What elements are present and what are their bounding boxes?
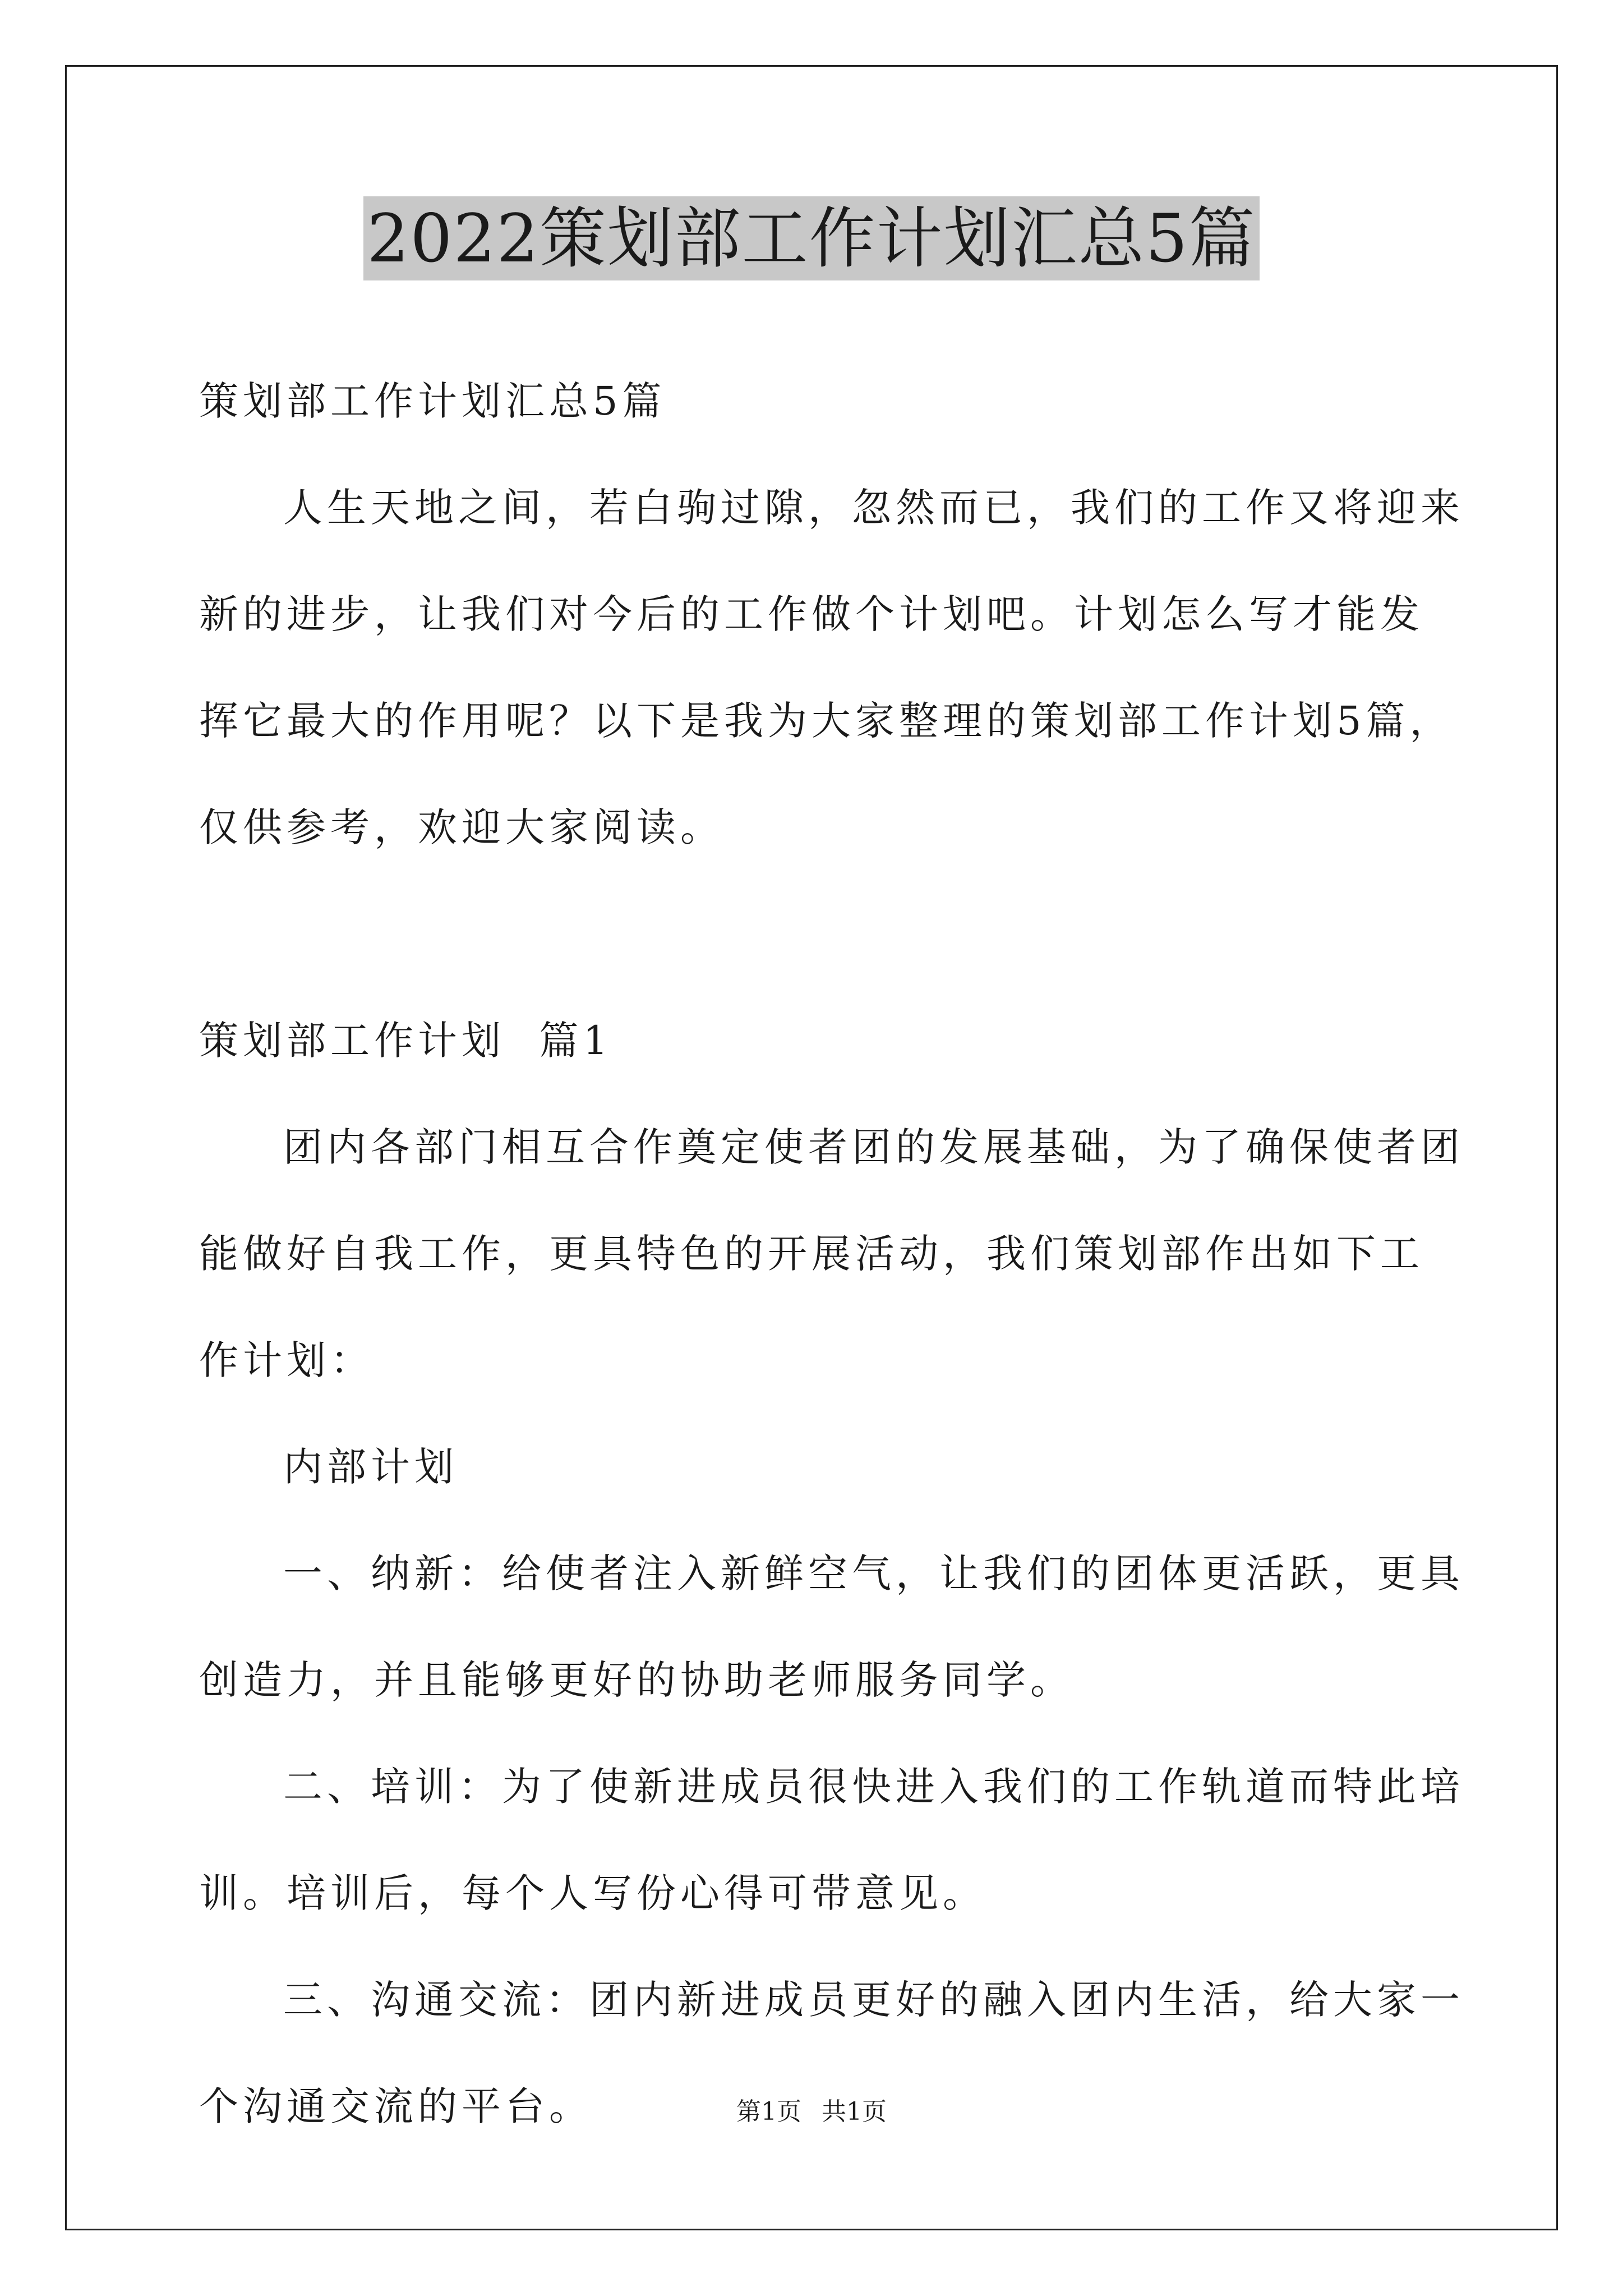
document-body xyxy=(199,348,1467,2160)
document-title: 2022策划部工作计划汇总5篇 xyxy=(363,196,1259,280)
intro-paragraph: 人生天地之间，若白驹过隙，忽然而已，我们的工作又将迎来新的进步，让我们对今后的工作做个计划吧。计划怎么写才能发挥它最大的作用呢？以下是我为大家整理的策划部工作计划5篇，仅供参考，欢迎大家阅读。 xyxy=(199,485,1464,850)
body-paragraph: 二、培训：为了使新进成员很快进入我们的工作轨道而特此培训。培训后，每个人写份心得可带意见。 xyxy=(199,1764,1464,1916)
body-paragraph: 一、纳新：给使者注入新鲜空气，让我们的团体更活跃，更具创造力，并且能够更好的协助老师服务同学。 xyxy=(199,1550,1464,1703)
body-paragraph: 团内各部门相互合作奠定使者团的发展基础，为了确保使者团能做好自我工作，更具特色的开展活动，我们策划部作出如下工作计划： xyxy=(199,1124,1464,1383)
page-number: 第1页 xyxy=(736,2097,801,2126)
page-total: 共1页 xyxy=(822,2097,887,2126)
title-container xyxy=(0,196,1623,280)
body-paragraph: 三、沟通交流：团内新进成员更好的融入团内生活，给大家一个沟通交流的平台。 xyxy=(199,1977,1464,2129)
subtitle: 策划部工作计划汇总5篇 xyxy=(199,378,666,424)
page-footer xyxy=(0,2095,1623,2129)
section-heading: 策划部工作计划 篇1 xyxy=(199,1018,613,1064)
spacer xyxy=(199,881,1467,987)
body-paragraph: 内部计划 xyxy=(283,1444,458,1490)
